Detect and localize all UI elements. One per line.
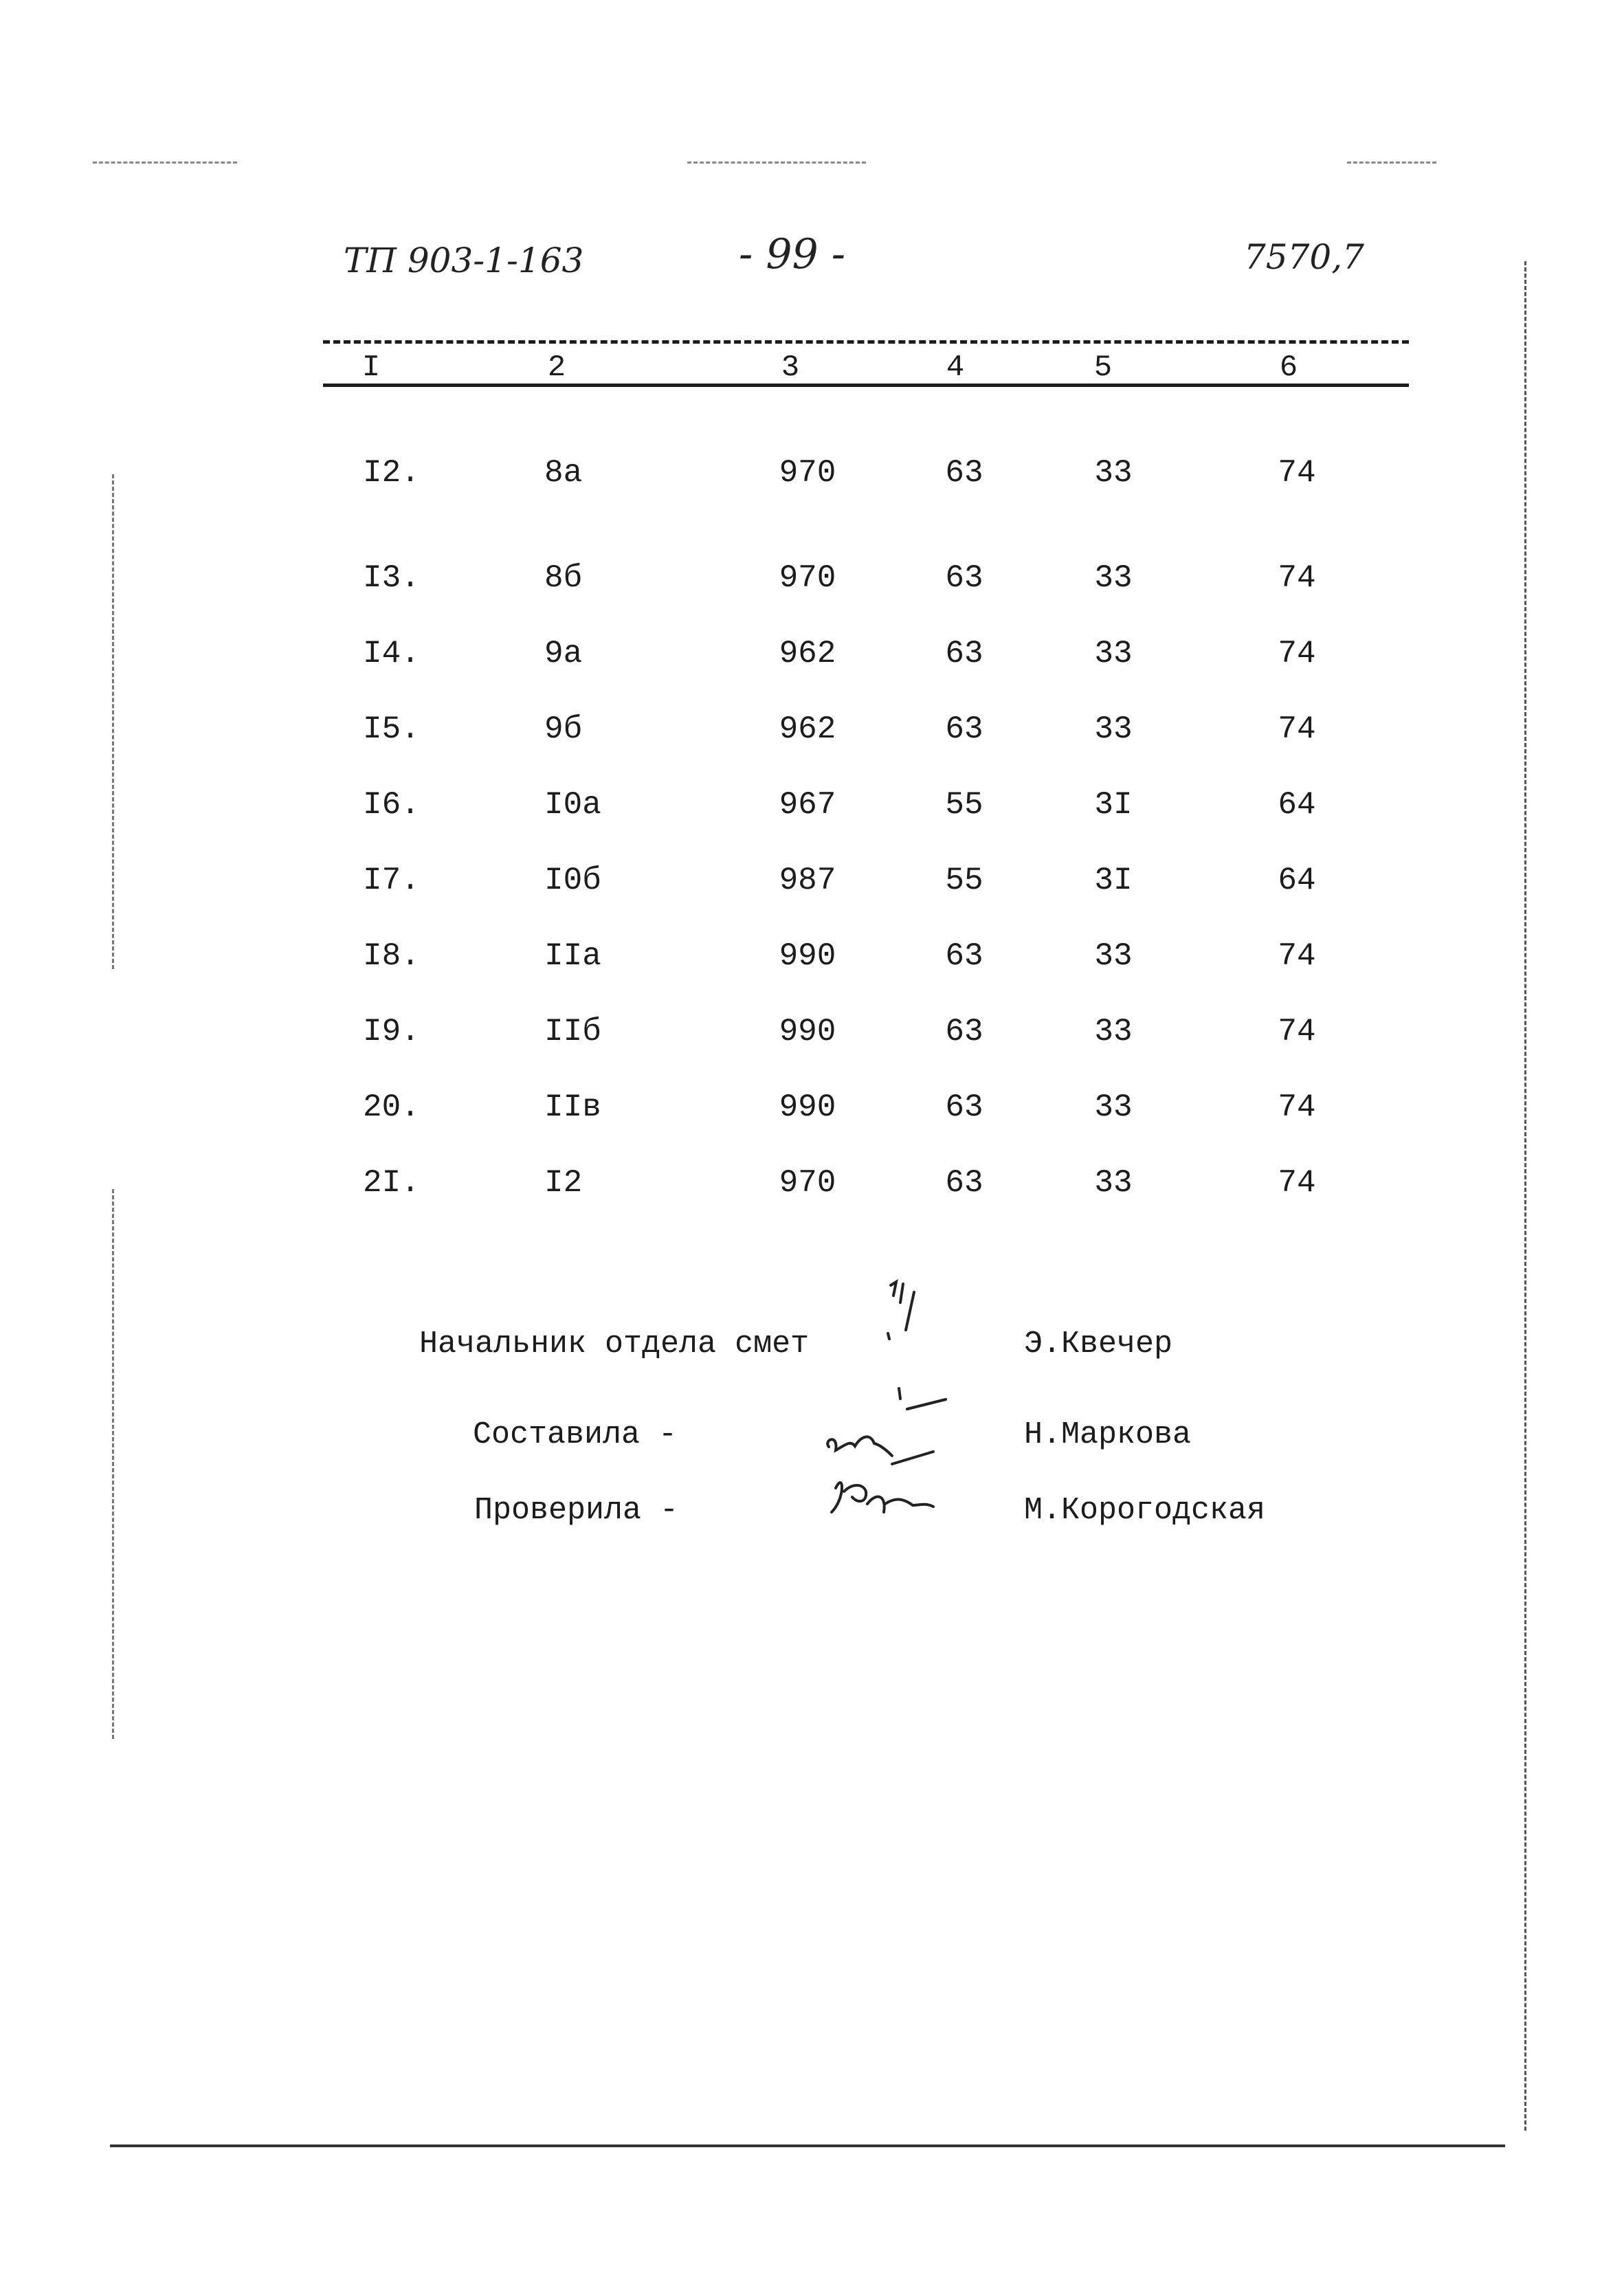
sheet-reference: 7570,7: [1244, 237, 1364, 277]
cell-col6: 74: [1278, 636, 1316, 672]
cell-col6: 74: [1278, 1089, 1316, 1125]
signature-role-checked: Проверила -: [474, 1493, 679, 1528]
cell-col6: 74: [1278, 560, 1316, 596]
table-row: [0, 1165, 1624, 1206]
cell-col4: 63: [945, 1014, 983, 1050]
signature-name-head: Э.Квечер: [1024, 1327, 1173, 1362]
cell-col6: 74: [1278, 938, 1316, 974]
scan-bottom-line: [110, 2144, 1505, 2147]
cell-section: I2: [544, 1165, 583, 1201]
cell-col6: 64: [1278, 787, 1316, 823]
table-row: [0, 711, 1624, 753]
cell-col6: 64: [1278, 863, 1316, 898]
cell-col3: 990: [779, 1089, 836, 1125]
cell-section: I0б: [544, 863, 601, 898]
column-header-2: 2: [547, 351, 566, 385]
cell-col4: 63: [945, 1089, 983, 1125]
cell-col4: 63: [945, 455, 983, 491]
cell-col5: 33: [1094, 636, 1133, 672]
table-row: [0, 455, 1624, 496]
cell-number: I3.: [363, 560, 420, 596]
cell-number: 20.: [363, 1089, 420, 1125]
cell-col5: 3I: [1094, 863, 1133, 898]
cell-section: IIв: [544, 1089, 601, 1125]
cell-col5: 33: [1094, 1014, 1133, 1050]
cell-col3: 990: [779, 1014, 836, 1050]
cell-section: 9а: [544, 636, 583, 672]
table-row: [0, 938, 1624, 979]
cell-col3: 987: [779, 863, 836, 898]
cell-col3: 962: [779, 711, 836, 747]
cell-col4: 63: [945, 560, 983, 596]
cell-number: I4.: [363, 636, 420, 672]
cell-col3: 990: [779, 938, 836, 974]
cell-number: I7.: [363, 863, 420, 898]
cell-number: I2.: [363, 455, 420, 491]
cell-col4: 55: [945, 787, 983, 823]
cell-col4: 55: [945, 863, 983, 898]
column-header-6: 6: [1279, 351, 1298, 385]
cell-section: 9б: [544, 711, 583, 747]
cell-col6: 74: [1278, 711, 1316, 747]
cell-col3: 970: [779, 1165, 836, 1201]
cell-col5: 33: [1094, 1089, 1133, 1125]
cell-col4: 63: [945, 1165, 983, 1201]
table-row: [0, 787, 1624, 828]
cell-number: I8.: [363, 938, 420, 974]
cell-col3: 967: [779, 787, 836, 823]
column-header-4: 4: [946, 351, 965, 385]
cell-col4: 63: [945, 711, 983, 747]
handwritten-signatures: [811, 1265, 1017, 1553]
page-number: - 99 -: [739, 230, 846, 278]
cell-number: I9.: [363, 1014, 420, 1050]
table-row: [0, 1089, 1624, 1131]
cell-section: IIа: [544, 938, 601, 974]
cell-section: 8б: [544, 560, 583, 596]
cell-col6: 74: [1278, 455, 1316, 491]
table-row: [0, 636, 1624, 677]
cell-col3: 970: [779, 560, 836, 596]
table-row: [0, 863, 1624, 904]
cell-col4: 63: [945, 938, 983, 974]
cell-number: I6.: [363, 787, 420, 823]
signature-role-compiled: Составила -: [473, 1417, 678, 1452]
table-row: [0, 560, 1624, 601]
column-header-1: I: [361, 351, 381, 385]
cell-col5: 33: [1094, 711, 1133, 747]
cell-col3: 970: [779, 455, 836, 491]
cell-number: I5.: [363, 711, 420, 747]
cell-col3: 962: [779, 636, 836, 672]
cell-col5: 33: [1094, 560, 1133, 596]
column-header-5: 5: [1093, 351, 1113, 385]
cell-col6: 74: [1278, 1165, 1316, 1201]
cell-col4: 63: [945, 636, 983, 672]
signature-name-compiled: Н.Маркова: [1024, 1417, 1192, 1452]
cell-col6: 74: [1278, 1014, 1316, 1050]
document-code: ТП 903-1-163: [344, 241, 584, 280]
column-header-3: 3: [781, 351, 800, 385]
cell-section: IIб: [544, 1014, 601, 1050]
cell-section: I0а: [544, 787, 601, 823]
signature-role-head: Начальник отдела смет: [419, 1327, 810, 1362]
cell-col5: 33: [1094, 938, 1133, 974]
table-row: [0, 1014, 1624, 1055]
cell-col5: 33: [1094, 455, 1133, 491]
cell-col5: 33: [1094, 1165, 1133, 1201]
cell-section: 8а: [544, 455, 583, 491]
cell-number: 2I.: [363, 1165, 420, 1201]
cell-col5: 3I: [1094, 787, 1133, 823]
signature-name-checked: М.Корогодская: [1024, 1493, 1266, 1528]
